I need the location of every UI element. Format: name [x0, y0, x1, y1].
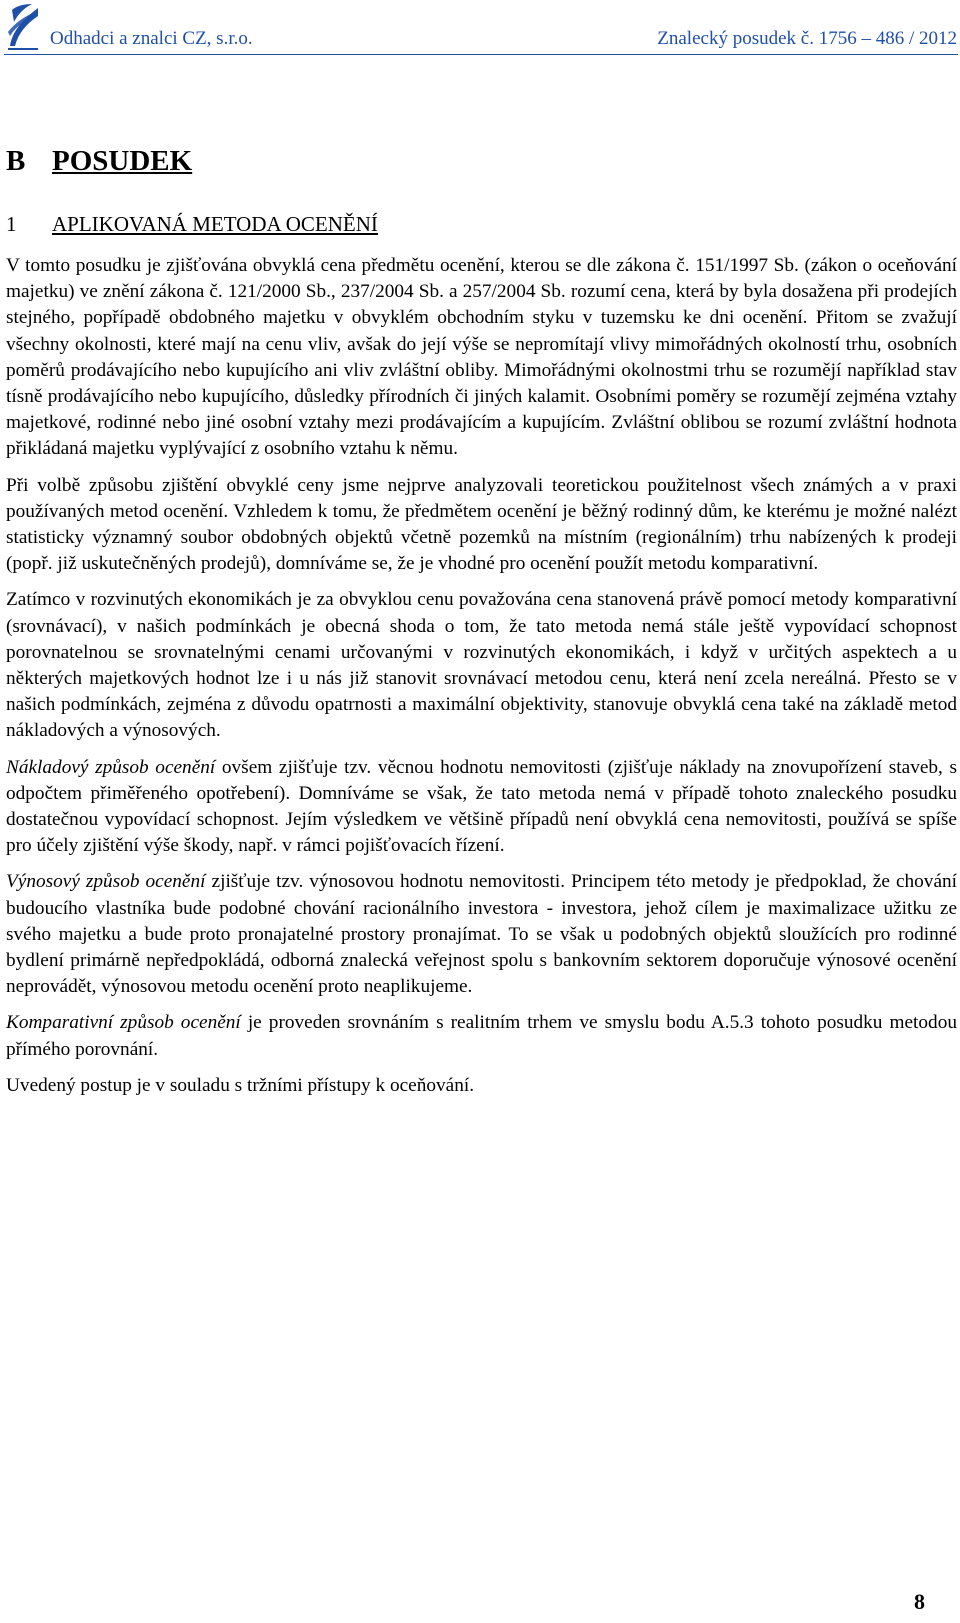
- paragraph-method-choice: Při volbě způsobu zjištění obvyklé ceny jsme nejprve analyzovali teoretickou použitelnost všech známých a v praxi používaných metod ocenění. Vzhledem k tomu, že předmětem ocenění je běžný rodinný dům, ke kterému je možné nalézt statisticky významný soubor obdobných objektů včetně pozemků na místním (regionálním) trhu nabízených k prodeji (popř. již uskutečněných prodejů), domníváme se, že je vhodné pro ocenění použít metodu komparativní.: [6, 474, 957, 575]
- subsection-heading-1: [6, 212, 378, 237]
- cost-method-text: ovšem zjišťuje tzv. věcnou hodnotu nemovitosti (zjišťuje náklady na znovupořízení staveb, s odpočtem přiměřeného opotřebení). Domníváme se však, že tato metoda nemá v případě tohoto znaleckého posudku dostatečnou vypovídací schopnost. Jejím výsledkem ve většině případů není obvyklá cena nemovitosti, používá se spíše pro účely zjištění výše škody, např. v rámci pojišťovacích řízení.: [6, 756, 957, 857]
- header-divider: [4, 54, 958, 55]
- document-body: [6, 253, 957, 1109]
- paragraph-conclusion: Uvedený postup je v souladu s tržními přístupy k oceňování.: [6, 1074, 475, 1096]
- header-reference: Znalecký posudek č. 1756 – 486 / 2012: [657, 28, 957, 49]
- subsection-number: 1: [6, 212, 17, 236]
- paragraph-definition: V tomto posudku je zjišťována obvyklá cena předmětu ocenění, kterou se dle zákona č. 151/1997 Sb. (zákon o oceňování majetku) ve znění zákona č. 121/2000 Sb., 237/2004 Sb. a 257/2004 Sb. rozumí cena, která by byla dosažena při prodejích stejného, popřípadě obdobného majetku v obvyklém obchodním styku v tuzemsku ke dni ocenění. Přitom se zvažují všechny okolnosti, které mají na cenu vliv, avšak do její výše se nepromítají vlivy mimořádných okolností trhu, osobních poměrů prodávajícího nebo kupujícího ani vliv zvláštní obliby. Mimořádnými okolnostmi trhu se rozumějí například stav tísně prodávajícího nebo kupujícího, důsledky přírodních či jiných kalamit. Osobními poměry se rozumějí zejména vztahy majetkové, rodinné nebo jiné osobní vztahy mezi prodávajícím a kupujícím. Zvláštní oblibou se rozumí zvláštní hodnota přikládaná majetku vyplývající z osobního vztahu k němu.: [6, 255, 957, 460]
- section-letter: B: [6, 145, 26, 177]
- comparative-method-term: Komparativní způsob ocenění: [6, 1012, 241, 1034]
- company-logo-icon: [6, 2, 40, 52]
- section-title: POSUDEK: [52, 145, 193, 177]
- page-header: [0, 0, 960, 60]
- income-method-term: Výnosový způsob ocenění: [6, 871, 206, 893]
- section-heading-b: [6, 145, 192, 178]
- paragraph-comparative-method: [6, 1010, 957, 1062]
- comparative-method-text: je proveden srovnáním s realitním trhem ve smyslu bodu A.5.3 tohoto posudku metodou přímého porovnání.: [6, 1012, 957, 1060]
- paragraph-income-method: [6, 869, 957, 1000]
- subsection-title: APLIKOVANÁ METODA OCENĚNÍ: [52, 212, 378, 236]
- page-number: 8: [914, 1589, 925, 1614]
- paragraph-comparative-context: Zatímco v rozvinutých ekonomikách je za obvyklou cenu považována cena stanovená právě pomocí metody komparativní (srovnávací), v našich podmínkách je obecná shoda o tom, že tato metoda nemá stále ještě vypovídací schopnost porovnatelnou se srovnatelnými cenami určovanými v rozvinutých ekonomikách, i když v určitých aspektech a u některých majetkových hodnot lze i u nás již stanovit srovnávací metodou cenu, která není zcela nereálná. Přesto se v našich podmínkách, zejména z důvodu opatrnosti a maximální objektivity, stanovuje obvyklá cena také na základě metod nákladových a výnosových.: [6, 589, 957, 742]
- income-method-text: zjišťuje tzv. výnosovou hodnotu nemovitosti. Principem této metody je předpoklad, že chování budoucího vlastníka bude podobné chování racionálního investora - investora, jehož cílem je maximalizace užitku ze svého majetku a bude proto pronajatelné prostory pronajímat. To se však u podobných objektů sloužících pro rodinné bydlení primárně nepředpokládá, odborná znalecká veřejnost spolu s bankovním sektorem doporučuje výnosové ocenění neprovádět, výnosovou metodu ocenění proto neaplikujeme.: [6, 871, 957, 998]
- header-company: Odhadci a znalci CZ, s.r.o.: [50, 28, 253, 49]
- cost-method-term: Nákladový způsob ocenění: [6, 756, 216, 778]
- paragraph-cost-method: [6, 755, 957, 860]
